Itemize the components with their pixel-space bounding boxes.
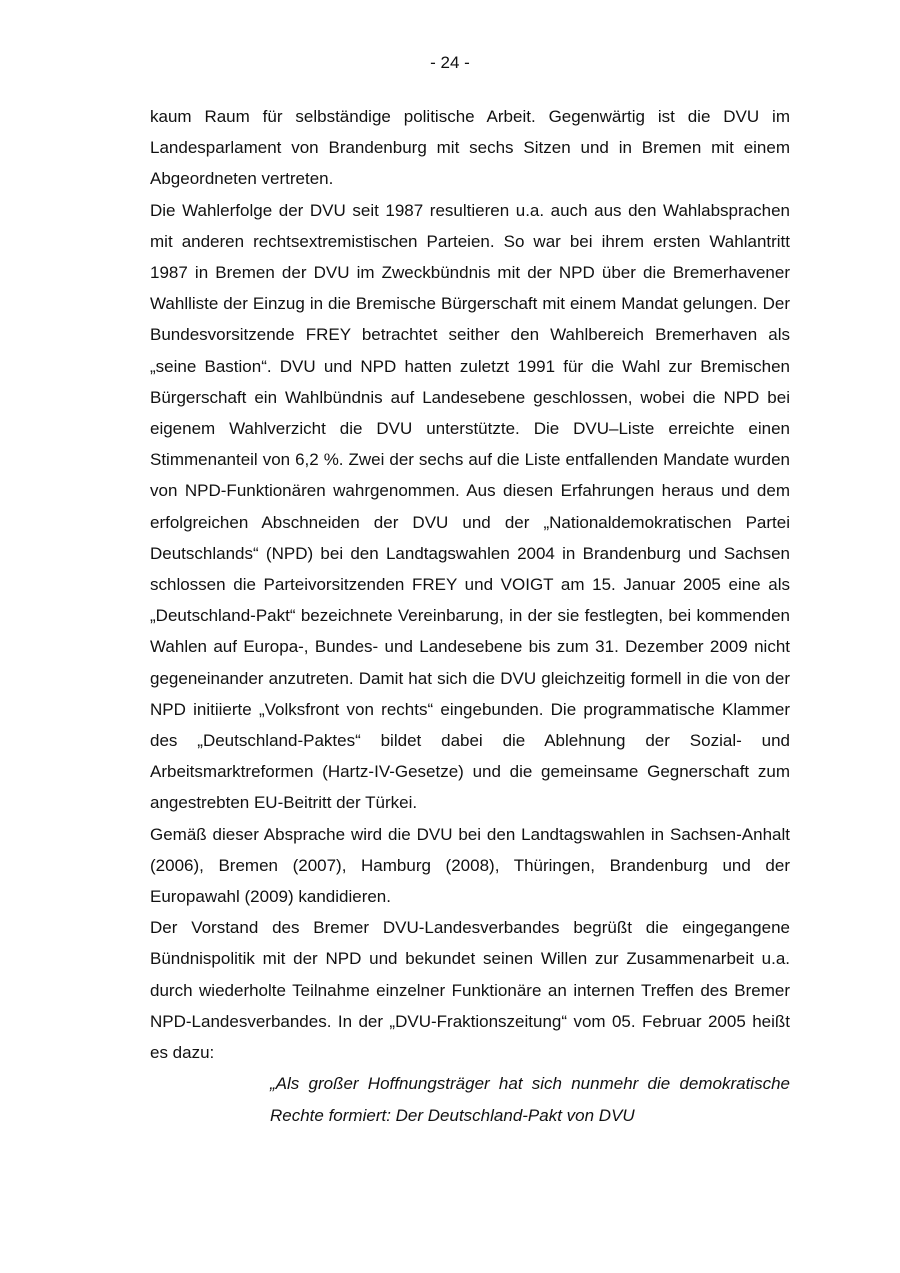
body-text bbox=[150, 101, 790, 1131]
page-number: - 24 - bbox=[430, 53, 470, 72]
paragraph-bremen-board: Der Vorstand des Bremer DVU-Landesverbandes begrüßt die eingegangene Bündnispolitik mit der NPD und bekundet seinen Willen zur Zusammenarbeit u.a. durch wiederholte Teilnahme einzelner Funktionäre an internen Treffen des Bremer NPD-Landesverbandes. In der „DVU-Fraktionszeitung“ vom 05. Februar 2005 heißt es dazu: bbox=[150, 918, 790, 1063]
paragraph-election-success: Die Wahlerfolge der DVU seit 1987 resultieren u.a. auch aus den Wahlabsprachen mit anderen rechtsextremistischen Parteien. So war bei ihrem ersten Wahlantritt 1987 in Bremen der DVU im Zweckbündnis mit der NPD über die Bremerhavener Wahlliste der Einzug in die Bremische Bürgerschaft mit einem Mandat gelungen. Der Bundesvorsitzende FREY betrachtet seither den Wahlbereich Bremerhaven als „seine Bastion“. DVU und NPD hatten zuletzt 1991 für die Wahl zur Bremischen Bürgerschaft ein Wahlbündnis auf Landesebene geschlossen, wobei die NPD bei eigenem Wahlverzicht die DVU unterstützte. Die DVU–Liste erreichte einen Stimmenanteil von 6,2 %. Zwei der sechs auf die Liste entfallenden Mandate wurden von NPD-Funktionären wahrgenommen. Aus diesen Erfahrungen heraus und dem erfolgreichen Abschneiden der DVU und der „Nationaldemokratischen Partei Deutschlands“ (NPD) bei den Landtagswahlen 2004 in Brandenburg und Sachsen schlossen die Parteivorsitzenden FREY und VOIGT am 15. Januar 2005 eine als „Deutschland-Pakt“ bezeichnete Vereinbarung, in der sie festlegten, bei kommenden Wahlen auf Europa-, Bundes- und Landesebene bis zum 31. Dezember 2009 nicht gegeneinander anzutreten. Damit hat sich die DVU gleichzeitig formell in die von der NPD initiierte „Volksfront von rechts“ eingebunden. Die programmatische Klammer des „Deutschland-Paktes“ bildet dabei die Ablehnung der Sozial- und Arbeitsmarktreformen (Hartz-IV-Gesetze) und die gemeinsame Gegnerschaft zum angestrebten EU-Beitritt der Türkei. bbox=[150, 200, 790, 813]
paragraph-dvu-parliament: kaum Raum für selbständige politische Arbeit. Gegenwärtig ist die DVU im Landesparlament von Brandenburg mit sechs Sitzen und in Bremen mit einem Abgeordneten vertreten. bbox=[150, 107, 790, 189]
block-quote: „Als großer Hoffnungsträger hat sich nunmehr die demokratische Rechte formiert: Der Deutschland-Pakt von DVU bbox=[270, 1074, 790, 1125]
paragraph-agreement-elections: Gemäß dieser Absprache wird die DVU bei den Landtagswahlen in Sachsen-Anhalt (2006), Bremen (2007), Hamburg (2008), Thüringen, Brandenburg und der Europawahl (2009) kandidieren. bbox=[150, 824, 790, 907]
